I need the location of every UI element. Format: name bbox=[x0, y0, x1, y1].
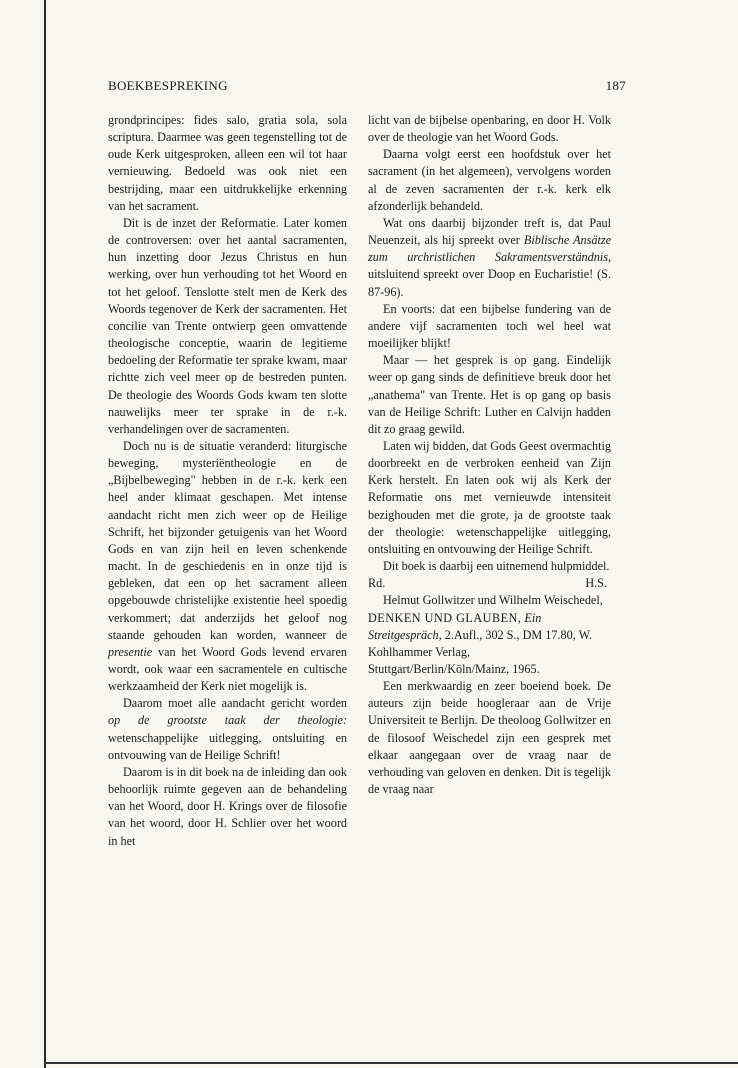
left-paragraph-2: Dit is de inzet der Reformatie. Later komen de controversen: over het aantal sacramenten, hun inzetting door Jezus Christus en hun werking, over hun verhouding tot het Woord en tot het geloof. Tenslotte stelt men de Kerk des Woords tegenover de Kerk der sacramenten. Het concilie van Trente ontwierp geen omvattende theologische conceptie, waarin de legitieme bedoeling der Reformatie ter sprake kwam, maar richtte zich veel meer op de bestreden punten. De theologie des Woords Gods kwam ten slotte nauwelijks meer ter sprake in de r.-k. verhandelingen over de sacramenten. bbox=[108, 215, 347, 436]
right-paragraph-3-text: Wat ons daarbij bijzonder treft is, dat Paul Neuenzeit, als hij spreekt over bbox=[368, 215, 611, 248]
right-paragraph-6: Laten wij bidden, dat Gods Geest overmachtig doorbreekt en de verbroken eenheid van Zijn Kerk herstelt. En laten ook wij als Kerk der Reformatie ons met vernieuwde intensiteit bezighouden met die grote, ja de grootste taak der theologie: wetenschappelijke uitlegging, ontsluiting en ontvouwing der Heilige Schrift. bbox=[368, 438, 611, 556]
scan-edge-bottom bbox=[44, 1062, 738, 1064]
right-paragraph-3-end: uitsluitend spreekt over Doop en Eucharistie! (S. 87-96). bbox=[368, 267, 611, 299]
signature-row bbox=[368, 575, 611, 592]
right-paragraph-5: Maar — het gesprek is op gang. Eindelijk weer op gang sinds de definitieve breuk door het „anathema" van Trente. Het is op gang op basis van de Heilige Schrift: Luther en Calvijn hadden dit zo graag gewild. bbox=[368, 353, 611, 436]
bib-title: DENKEN UND GLAUBEN, bbox=[368, 610, 522, 625]
right-paragraph-8: Een merkwaardig en zeer boeiend boek. De auteurs zijn beide hoogleraar aan de Vrije Universiteit te Berlijn. De theoloog Gollwitzer en de filosoof Weischedel zijn een gesprek met elkaar aangegaan over de vraag naar de verhouding van geloven en denken. Dit is tegelijk de vraag naar bbox=[368, 679, 612, 797]
left-paragraph-3 bbox=[108, 438, 347, 695]
left-paragraph-3-italic: presentie bbox=[108, 644, 153, 659]
left-paragraph-4-italic: op de grootste taak der theologie: bbox=[108, 713, 347, 728]
right-paragraph-1: licht van de bijbelse openbaring, en door H. Volk over de theologie van het Woord Gods. bbox=[368, 113, 611, 145]
right-paragraph-4: En voorts: dat een bijbelse fundering van de andere vijf sacramenten toch wel heel wat moeilijker blijkt! bbox=[368, 301, 611, 351]
right-paragraph-3-italic: Biblische Ansätze zum urchristlichen Sakramentsverständnis, bbox=[368, 233, 612, 265]
left-column bbox=[108, 112, 347, 850]
page-number: 187 bbox=[605, 78, 626, 93]
scan-edge-left bbox=[44, 0, 46, 1068]
left-paragraph-3-text: Doch nu is de situatie veranderd: liturgische beweging, mysteriëntheologie en de „Bijbelbeweging" hebben in de r.-k. kerk een heel ander klimaat geschapen. Met intense aandacht richt men zich weer op de Heilige Schrift, het bijzonder getuigenis van het Woord Gods en van zijn heil en leven schenkende macht. In de geschiedenis en in onze tijd is gebleken, dat een op het sacrament alleen opgebouwde christelijke existentie heel spoedig verkommert; dat anderzijds het geloof nog staande gehouden kan worden, wanneer de bbox=[108, 438, 347, 642]
right-paragraph-3 bbox=[368, 215, 611, 301]
signature-right: H.S. bbox=[585, 576, 607, 591]
bibliographic-entry bbox=[368, 592, 611, 678]
bib-subtitle: Ein Streitgespräch, bbox=[368, 610, 542, 642]
right-column bbox=[368, 112, 611, 798]
bib-details: 2.Aufl., 302 S., DM 17.80, W. Kohlhammer Verlag, Stuttgart/Berlin/Köln/Mainz, 1965. bbox=[368, 627, 593, 676]
right-paragraph-2: Daarna volgt eerst een hoofdstuk over het sacrament (in het algemeen), vervolgens worden al de zeven sacramenten der r.-k. kerk elk afzonderlijk behandeld. bbox=[368, 147, 611, 213]
bib-authors: Helmut Gollwitzer und Wilhelm Weischedel, bbox=[383, 593, 603, 608]
left-paragraph-4-end: wetenschappelijke uitlegging, ontsluiting en ontvouwing van de Heilige Schrift! bbox=[108, 730, 347, 762]
left-paragraph-4-text: Daarom moet alle aandacht gericht worden bbox=[123, 696, 347, 711]
right-paragraph-7: Dit boek is daarbij een uitnemend hulpmiddel. bbox=[383, 559, 610, 574]
running-head bbox=[108, 78, 626, 98]
signature-left: Rd. bbox=[368, 576, 386, 591]
left-paragraph-3-end: van het Woord Gods levend ervaren wordt, ook waar een sacramentele en cultische werkzaamheid der Kerk niet mogelijk is. bbox=[108, 644, 347, 694]
left-paragraph-5: Daarom is in dit boek na de inleiding dan ook behoorlijk ruimte gegeven aan de behandeling van het Woord, door H. Krings over de filosofie van het woord, door H. Schlier over het woord in het bbox=[108, 764, 347, 848]
left-paragraph-1: grondprincipes: fides salo, gratia sola, sola scriptura. Daarmee was geen tegenstelling tot de oude Kerk uitgesproken, alleen een wil tot haar vernieuwing. Bedoeld was ook niet een bestrijding, maar een uitdrukkelijke erkenning van het sacrament. bbox=[108, 113, 347, 213]
left-paragraph-4 bbox=[108, 695, 347, 764]
running-head-title: BOEKBESPREKING bbox=[108, 78, 228, 93]
